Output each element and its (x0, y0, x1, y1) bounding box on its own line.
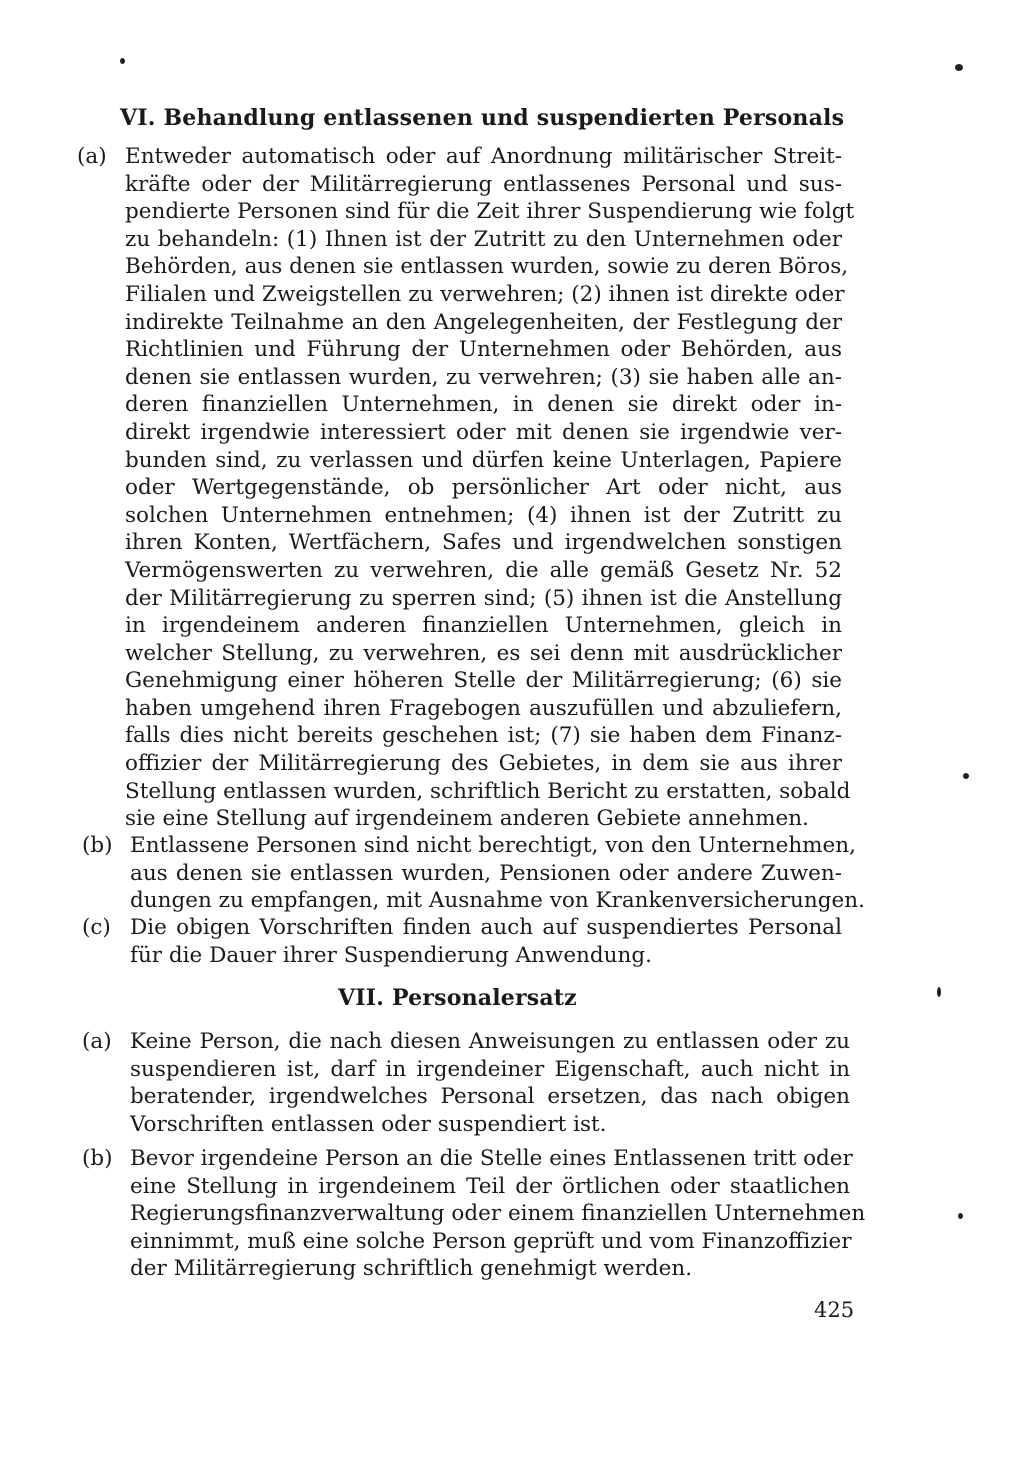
text-line: denen sie entlassen wurden, zu verwehren; (3) sie haben alle an- (125, 364, 842, 390)
paragraph-7b (82, 1145, 866, 1283)
paragraph-label: (c) (82, 915, 111, 940)
text-line: beratender, irgendwelches Personal ersetzen, das nach obigen (130, 1084, 850, 1110)
text-line: direkt irgendwie interessiert oder mit denen sie irgendwie ver- (125, 419, 842, 445)
text-line: Genehmigung einer höheren Stelle der Militärregierung; (6) sie (125, 668, 842, 694)
text-line: einnimmt, muß eine solche Person geprüft und vom Finanzoffizier (130, 1228, 852, 1254)
paragraph-6c (82, 914, 842, 969)
text-line: welcher Stellung, zu verwehren, es sei denn mit ausdrücklicher (125, 640, 842, 666)
section-heading-6: VI. Behandlung entlassenen und suspendierten Personals (120, 105, 845, 131)
scan-speck (955, 64, 963, 71)
text-line: Filialen und Zweigstellen zu verwehren; (2) ihnen ist direkte oder (125, 281, 845, 307)
paragraph-6a (77, 143, 855, 833)
scan-speck (958, 1213, 963, 1219)
paragraph-6b (82, 832, 865, 915)
text-line: für die Dauer ihrer Suspendierung Anwendung. (130, 942, 652, 968)
text-line: aus denen sie entlassen wurden, Pensionen oder andere Zuwen- (130, 860, 842, 886)
text-line: in irgendeinem anderen finanziellen Unternehmen, gleich in (125, 613, 842, 639)
text-line: Die obigen Vorschriften finden auch auf suspendiertes Personal (130, 915, 842, 940)
text-line: indirekte Teilnahme an den Angelegenheiten, der Festlegung der (125, 309, 842, 335)
text-line: Entweder automatisch oder auf Anordnung militärischer Streit- (125, 144, 842, 169)
text-line: eine Stellung in irgendeinem Teil der örtlichen oder staatlichen (130, 1173, 850, 1199)
text-line: pendierte Personen sind für die Zeit ihrer Suspendierung wie folgt (125, 199, 855, 225)
text-line: deren finanziellen Unternehmen, in denen sie direkt oder in- (125, 392, 842, 418)
text-line: Behörden, aus denen sie entlassen wurden, sowie zu deren Böros, (125, 254, 849, 280)
text-line: offizier der Militärregierung des Gebietes, in dem sie aus ihrer (125, 751, 842, 777)
text-line: der Militärregierung zu sperren sind; (5) ihnen ist die Anstellung (125, 585, 842, 611)
text-line: haben umgehend ihren Fragebogen auszufüllen und abzuliefern, (125, 695, 842, 721)
text-line: ihren Konten, Wertfächern, Safes und irgendwelchen sonstigen (125, 530, 842, 556)
scan-speck (120, 58, 125, 64)
text-line: Keine Person, die nach diesen Anweisungen zu entlassen oder zu (130, 1029, 850, 1054)
text-line: suspendieren ist, darf in irgendeiner Eigenschaft, auch nicht in (130, 1056, 850, 1082)
text-line: Vorschriften entlassen oder suspendiert ist. (130, 1111, 607, 1137)
paragraph-label: (b) (82, 1146, 113, 1171)
text-line: Stellung entlassen wurden, schriftlich Bericht zu erstatten, sobald (125, 778, 851, 804)
text-line: zu behandeln: (1) Ihnen ist der Zutritt zu den Unternehmen oder (125, 226, 842, 252)
text-line: Bevor irgendeine Person an die Stelle eines Entlassenen tritt oder (130, 1146, 853, 1171)
text-line: dungen zu empfangen, mit Ausnahme von Krankenversicherungen. (130, 888, 865, 914)
text-line: sie eine Stellung auf irgendeinem anderen Gebiete annehmen. (125, 806, 809, 832)
text-line: falls dies nicht bereits geschehen ist; (7) sie haben dem Finanz- (125, 723, 842, 749)
text-line: solchen Unternehmen entnehmen; (4) ihnen ist der Zutritt zu (125, 502, 842, 528)
paragraph-label: (b) (82, 833, 113, 858)
section-heading-7: VII. Personalersatz (338, 985, 577, 1011)
scan-speck (963, 773, 969, 779)
paragraph-7a (82, 1028, 850, 1138)
text-line: Entlassene Personen sind nicht berechtigt, von den Unternehmen, (130, 833, 856, 858)
text-line: der Militärregierung schriftlich genehmigt werden. (130, 1256, 693, 1282)
text-line: Richtlinien und Führung der Unternehmen oder Behörden, aus (125, 337, 842, 363)
paragraph-label: (a) (82, 1029, 112, 1054)
text-line: Regierungsfinanzverwaltung oder einem finanziellen Unternehmen (130, 1201, 866, 1227)
scan-speck (937, 987, 941, 997)
paragraph-label: (a) (77, 144, 107, 169)
text-line: kräfte oder der Militärregierung entlassenes Personal und sus- (125, 171, 842, 197)
page-number: 425 (814, 1298, 855, 1322)
text-line: bunden sind, zu verlassen und dürfen keine Unterlagen, Papiere (125, 447, 842, 473)
text-line: Vermögenswerten zu verwehren, die alle gemäß Gesetz Nr. 52 (125, 557, 842, 583)
text-line: oder Wertgegenstände, ob persönlicher Art oder nicht, aus (125, 475, 842, 501)
